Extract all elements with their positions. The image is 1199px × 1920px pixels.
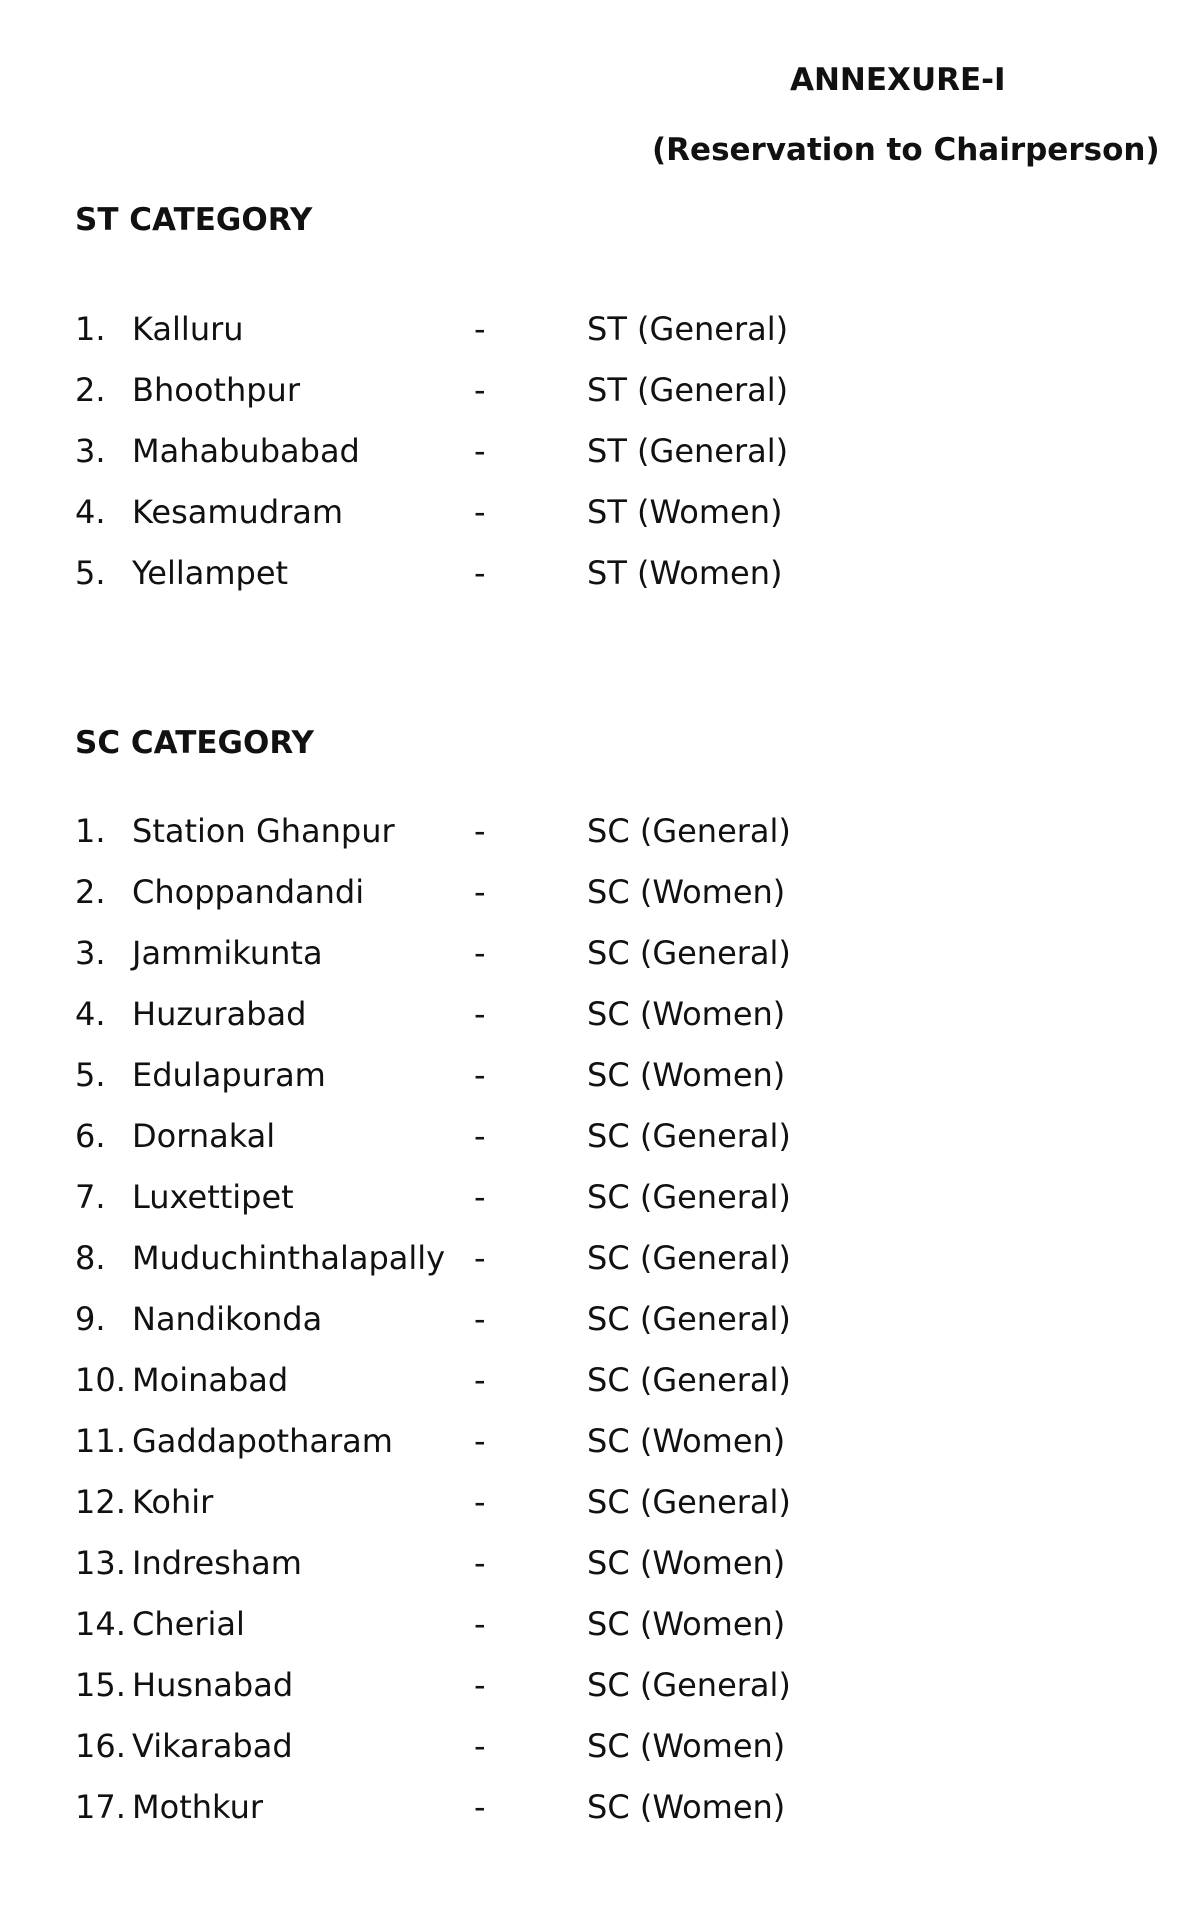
- reservation-category: ST (Women): [587, 554, 783, 592]
- municipality-name: Moinabad: [132, 1361, 289, 1399]
- annexure-subtitle: (Reservation to Chairperson): [652, 132, 1160, 168]
- reservation-category: SC (General): [587, 1361, 791, 1399]
- separator-dash: -: [474, 934, 486, 972]
- item-number: 15.: [75, 1666, 126, 1704]
- st-category-heading: ST CATEGORY: [75, 202, 313, 238]
- sc-category-heading: SC CATEGORY: [75, 725, 314, 761]
- separator-dash: -: [474, 554, 486, 592]
- st-list-item: [0, 310, 1199, 371]
- reservation-category: SC (General): [587, 1300, 791, 1338]
- sc-list-item: [0, 1422, 1199, 1483]
- reservation-category: SC (Women): [587, 873, 786, 911]
- separator-dash: -: [474, 1056, 486, 1094]
- item-number: 3.: [75, 934, 106, 972]
- municipality-name: Yellampet: [132, 554, 289, 592]
- sc-list-item: [0, 934, 1199, 995]
- municipality-name: Bhoothpur: [132, 371, 300, 409]
- sc-list-item: [0, 812, 1199, 873]
- annexure-title: ANNEXURE-I: [790, 62, 1006, 98]
- item-number: 4.: [75, 493, 106, 531]
- municipality-name: Indresham: [132, 1544, 302, 1582]
- item-number: 9.: [75, 1300, 106, 1338]
- municipality-name: Kalluru: [132, 310, 244, 348]
- reservation-category: ST (General): [587, 432, 789, 470]
- item-number: 14.: [75, 1605, 126, 1643]
- reservation-category: SC (Women): [587, 1056, 786, 1094]
- municipality-name: Edulapuram: [132, 1056, 326, 1094]
- item-number: 3.: [75, 432, 106, 470]
- reservation-category: SC (Women): [587, 1544, 786, 1582]
- reservation-category: SC (Women): [587, 1605, 786, 1643]
- separator-dash: -: [474, 1788, 486, 1826]
- reservation-category: SC (General): [587, 1178, 791, 1216]
- item-number: 17.: [75, 1788, 126, 1826]
- item-number: 5.: [75, 1056, 106, 1094]
- municipality-name: Nandikonda: [132, 1300, 323, 1338]
- sc-list-item: [0, 1361, 1199, 1422]
- reservation-category: SC (General): [587, 1666, 791, 1704]
- separator-dash: -: [474, 1422, 486, 1460]
- item-number: 2.: [75, 873, 106, 911]
- municipality-name: Dornakal: [132, 1117, 276, 1155]
- separator-dash: -: [474, 1361, 486, 1399]
- sc-list-item: [0, 873, 1199, 934]
- item-number: 12.: [75, 1483, 126, 1521]
- separator-dash: -: [474, 1727, 486, 1765]
- st-list-item: [0, 371, 1199, 432]
- municipality-name: Husnabad: [132, 1666, 294, 1704]
- municipality-name: Luxettipet: [132, 1178, 294, 1216]
- sc-list-item: [0, 1117, 1199, 1178]
- separator-dash: -: [474, 1300, 486, 1338]
- reservation-category: ST (General): [587, 371, 789, 409]
- municipality-name: Kesamudram: [132, 493, 344, 531]
- sc-list-item: [0, 995, 1199, 1056]
- sc-list-item: [0, 1544, 1199, 1605]
- separator-dash: -: [474, 432, 486, 470]
- municipality-name: Gaddapotharam: [132, 1422, 393, 1460]
- item-number: 2.: [75, 371, 106, 409]
- item-number: 11.: [75, 1422, 126, 1460]
- item-number: 1.: [75, 310, 106, 348]
- municipality-name: Jammikunta: [132, 934, 323, 972]
- separator-dash: -: [474, 995, 486, 1033]
- sc-list-item: [0, 1727, 1199, 1788]
- municipality-name: Choppandandi: [132, 873, 365, 911]
- reservation-category: SC (General): [587, 812, 791, 850]
- separator-dash: -: [474, 812, 486, 850]
- separator-dash: -: [474, 1117, 486, 1155]
- sc-list-item: [0, 1788, 1199, 1849]
- item-number: 16.: [75, 1727, 126, 1765]
- separator-dash: -: [474, 1666, 486, 1704]
- reservation-category: SC (Women): [587, 1727, 786, 1765]
- separator-dash: -: [474, 493, 486, 531]
- item-number: 8.: [75, 1239, 106, 1277]
- sc-list-item: [0, 1178, 1199, 1239]
- reservation-category: SC (Women): [587, 1422, 786, 1460]
- separator-dash: -: [474, 873, 486, 911]
- separator-dash: -: [474, 1239, 486, 1277]
- separator-dash: -: [474, 1483, 486, 1521]
- reservation-category: ST (General): [587, 310, 789, 348]
- st-category-list: [0, 310, 1199, 615]
- item-number: 5.: [75, 554, 106, 592]
- item-number: 7.: [75, 1178, 106, 1216]
- reservation-category: SC (General): [587, 1239, 791, 1277]
- municipality-name: Muduchinthalapally: [132, 1239, 446, 1277]
- municipality-name: Mothkur: [132, 1788, 263, 1826]
- item-number: 6.: [75, 1117, 106, 1155]
- reservation-category: ST (Women): [587, 493, 783, 531]
- sc-list-item: [0, 1056, 1199, 1117]
- municipality-name: Mahabubabad: [132, 432, 360, 470]
- item-number: 13.: [75, 1544, 126, 1582]
- sc-category-list: [0, 812, 1199, 1849]
- municipality-name: Station Ghanpur: [132, 812, 395, 850]
- municipality-name: Huzurabad: [132, 995, 307, 1033]
- reservation-category: SC (General): [587, 1483, 791, 1521]
- st-list-item: [0, 554, 1199, 615]
- municipality-name: Kohir: [132, 1483, 214, 1521]
- st-list-item: [0, 493, 1199, 554]
- separator-dash: -: [474, 1178, 486, 1216]
- sc-list-item: [0, 1483, 1199, 1544]
- reservation-category: SC (General): [587, 934, 791, 972]
- sc-list-item: [0, 1239, 1199, 1300]
- sc-list-item: [0, 1300, 1199, 1361]
- separator-dash: -: [474, 1605, 486, 1643]
- reservation-category: SC (General): [587, 1117, 791, 1155]
- item-number: 1.: [75, 812, 106, 850]
- municipality-name: Cherial: [132, 1605, 245, 1643]
- reservation-category: SC (Women): [587, 995, 786, 1033]
- municipality-name: Vikarabad: [132, 1727, 293, 1765]
- reservation-category: SC (Women): [587, 1788, 786, 1826]
- st-list-item: [0, 432, 1199, 493]
- separator-dash: -: [474, 1544, 486, 1582]
- sc-list-item: [0, 1666, 1199, 1727]
- separator-dash: -: [474, 371, 486, 409]
- sc-list-item: [0, 1605, 1199, 1666]
- separator-dash: -: [474, 310, 486, 348]
- item-number: 10.: [75, 1361, 126, 1399]
- item-number: 4.: [75, 995, 106, 1033]
